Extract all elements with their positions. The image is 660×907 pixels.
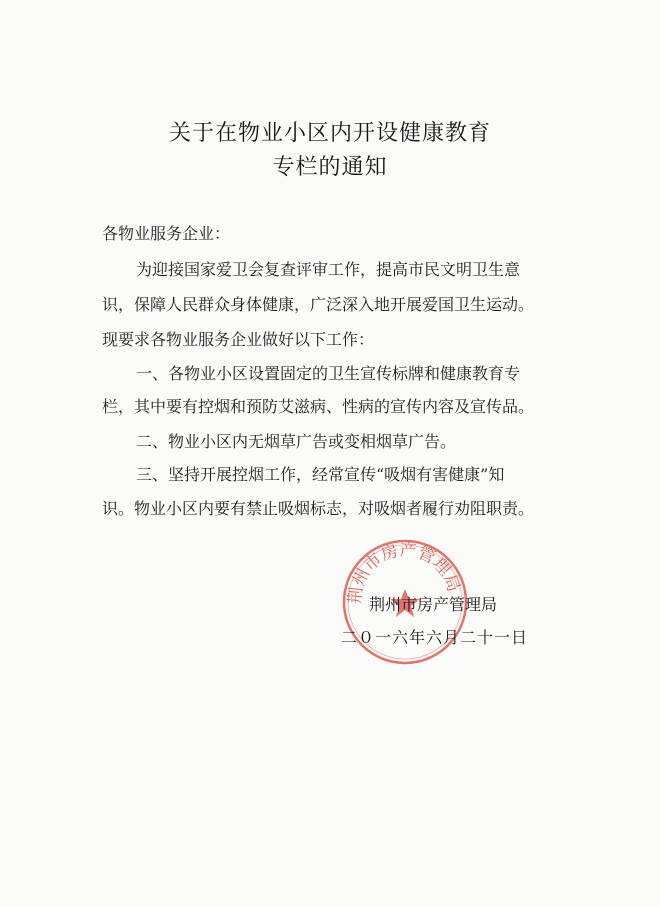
paragraph-1-line-1: 为迎接国家爱卫会复查评审工作，提高市民文明卫生意 bbox=[136, 260, 521, 279]
notice-title-line1: 关于在物业小区内开设健康教育 bbox=[168, 121, 491, 146]
paragraph-1-line-2: 识，保障人民群众身体健康，广泛深入地开展爱国卫生运动。 bbox=[102, 295, 535, 314]
paragraph-1-line-3: 现要求各物业服务企业做好以下工作： bbox=[102, 330, 375, 349]
issue-date: 二０一六年六月二十一日 bbox=[341, 628, 529, 647]
salutation: 各物业服务企业： bbox=[102, 224, 231, 243]
paragraph-2-line-1: 一、各物业小区设置固定的卫生宣传标牌和健康教育专 bbox=[136, 364, 521, 383]
paragraph-4-line-1: 三、坚持开展控烟工作，经常宣传“吸烟有害健康”知 bbox=[136, 465, 505, 484]
paragraph-3-line-1: 二、物业小区内无烟草广告或变相烟草广告。 bbox=[136, 432, 457, 451]
issuer-name: 荆州市房产管理局 bbox=[369, 595, 498, 614]
paragraph-4-line-2: 识。物业小区内要有禁止吸烟标志，对吸烟者履行劝阻职责。 bbox=[102, 499, 535, 518]
svg-text:荆州市房产管理局: 荆州市房产管理局 bbox=[345, 540, 464, 605]
paragraph-2-line-2: 栏，其中要有控烟和预防艾滋病、性病的宣传内容及宣传品。 bbox=[102, 397, 535, 416]
notice-title-line2: 专栏的通知 bbox=[272, 155, 388, 180]
